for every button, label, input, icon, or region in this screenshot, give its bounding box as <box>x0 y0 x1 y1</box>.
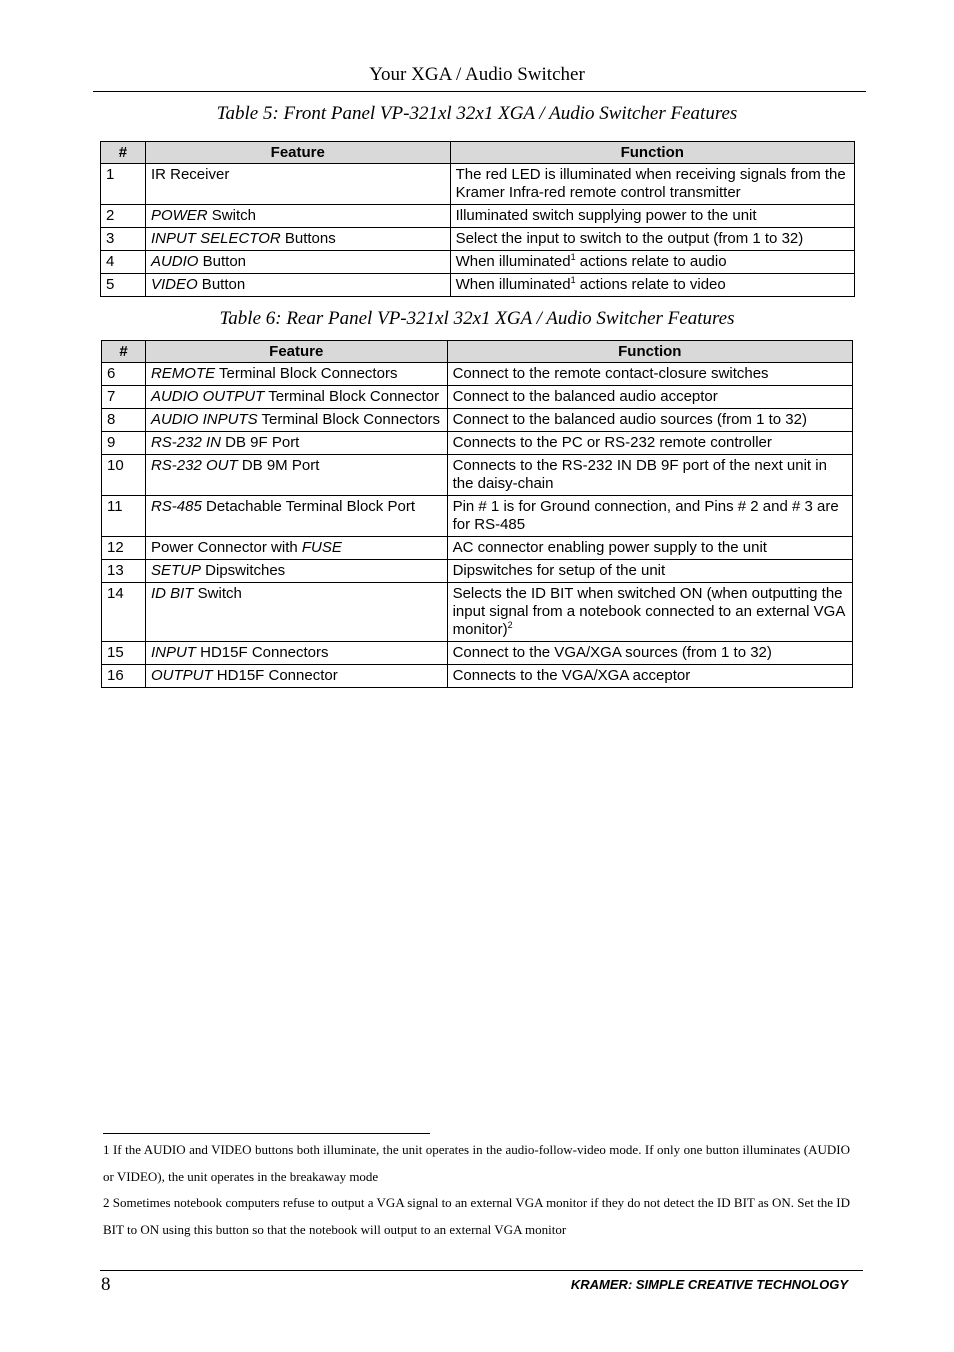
table-row <box>101 274 855 297</box>
feature-emphasis: RS-232 OUT <box>150 457 238 474</box>
table-row <box>102 537 853 560</box>
feature-text: Dipswitches <box>200 562 286 579</box>
table-row <box>101 164 855 205</box>
row-number: 11 <box>102 496 146 537</box>
footnotes <box>103 1137 850 1243</box>
feature-emphasis: REMOTE <box>150 365 216 382</box>
column-header-feature: Feature <box>145 341 447 363</box>
feature-emphasis: FUSE <box>301 539 342 556</box>
table-header-row <box>102 341 853 363</box>
function-text: actions relate to video <box>575 276 726 293</box>
table-row <box>102 583 853 642</box>
feature-text: Switch <box>207 207 256 224</box>
feature-text: Button <box>197 276 246 293</box>
row-function: Connect to the balanced audio acceptor <box>447 386 852 409</box>
table6-caption: Table 6: Rear Panel VP-321xl 32x1 XGA / Audio Switcher Features <box>219 308 735 329</box>
table-row <box>101 228 855 251</box>
column-header-number: # <box>101 142 146 164</box>
column-header-feature: Feature <box>145 142 450 164</box>
row-feature <box>145 409 447 432</box>
row-number: 14 <box>102 583 146 642</box>
row-function: Dipswitches for setup of the unit <box>447 560 852 583</box>
row-function <box>450 274 854 297</box>
row-function: Select the input to switch to the output (from 1 to 32) <box>450 228 854 251</box>
row-function: The red LED is illuminated when receiving signals from the Kramer Infra-red remote control transmitter <box>450 164 854 205</box>
row-feature <box>145 251 450 274</box>
table5-caption: Table 5: Front Panel VP-321xl 32x1 XGA / Audio Switcher Features <box>216 103 738 124</box>
row-function: Connect to the VGA/XGA sources (from 1 to 32) <box>447 642 852 665</box>
footnote-2: 2 Sometimes notebook computers refuse to output a VGA signal to an external VGA monitor if they do not detect the ID BIT as ON. Set the ID BIT to ON using this button so that the notebook will output to an external VGA monitor <box>103 1195 850 1237</box>
page-number: 8 <box>101 1274 111 1295</box>
table-row <box>101 251 855 274</box>
column-header-function: Function <box>447 341 852 363</box>
feature-text: Terminal Block Connectors <box>257 411 440 428</box>
feature-emphasis: AUDIO <box>150 253 199 270</box>
row-function: Connect to the balanced audio sources (from 1 to 32) <box>447 409 852 432</box>
row-function: Connect to the remote contact-closure switches <box>447 363 852 386</box>
table-row <box>102 432 853 455</box>
footer-rule <box>100 1270 863 1271</box>
row-feature <box>145 363 447 386</box>
feature-text: DB 9F Port <box>221 434 300 451</box>
feature-text: Buttons <box>280 230 336 247</box>
feature-text: HD15F Connectors <box>195 644 329 661</box>
feature-text: HD15F Connector <box>212 667 338 684</box>
row-feature <box>145 205 450 228</box>
row-function: AC connector enabling power supply to the unit <box>447 537 852 560</box>
table-row <box>102 560 853 583</box>
row-number: 12 <box>102 537 146 560</box>
feature-emphasis: RS-232 IN <box>150 434 221 451</box>
feature-emphasis: SETUP <box>150 562 201 579</box>
feature-text: Terminal Block Connectors <box>215 365 398 382</box>
row-function: Illuminated switch supplying power to the unit <box>450 205 854 228</box>
table-row <box>101 205 855 228</box>
row-number: 10 <box>102 455 146 496</box>
feature-emphasis: RS-485 <box>150 498 202 515</box>
footnote-rule <box>103 1133 430 1134</box>
row-feature <box>145 583 447 642</box>
row-feature <box>145 537 447 560</box>
row-number: 2 <box>101 205 146 228</box>
row-feature <box>145 274 450 297</box>
table-row <box>102 409 853 432</box>
row-number: 13 <box>102 560 146 583</box>
feature-emphasis: AUDIO OUTPUT <box>150 388 265 405</box>
column-header-number: # <box>102 341 146 363</box>
row-number: 5 <box>101 274 146 297</box>
table-row <box>102 363 853 386</box>
feature-emphasis: AUDIO INPUTS <box>150 411 258 428</box>
row-feature <box>145 496 447 537</box>
footnote-ref: 2 <box>507 620 513 630</box>
column-header-function: Function <box>450 142 854 164</box>
feature-text: Switch <box>193 585 242 602</box>
row-function: Pin # 1 is for Ground connection, and Pins # 2 and # 3 are for RS-485 <box>447 496 852 537</box>
row-function <box>447 583 852 642</box>
feature-emphasis: ID BIT <box>150 585 194 602</box>
row-function: Connects to the PC or RS-232 remote controller <box>447 432 852 455</box>
rear-panel-features-table <box>101 340 853 688</box>
row-function: Connects to the VGA/XGA acceptor <box>447 665 852 688</box>
row-number: 9 <box>102 432 146 455</box>
row-number: 7 <box>102 386 146 409</box>
function-text: When illuminated <box>455 253 571 270</box>
feature-emphasis: OUTPUT <box>150 667 213 684</box>
footnote-1: 1 If the AUDIO and VIDEO buttons both illuminate, the unit operates in the audio-follow-video mode. If only one button illuminates (AUDIO or VIDEO), the unit operates in the breakaway mode <box>103 1142 850 1184</box>
row-feature <box>145 665 447 688</box>
page-header-title: Your XGA / Audio Switcher <box>369 64 585 85</box>
feature-emphasis: POWER <box>150 207 208 224</box>
row-feature <box>145 432 447 455</box>
feature-text: Button <box>198 253 247 270</box>
row-function <box>450 251 854 274</box>
row-feature <box>145 386 447 409</box>
function-text: When illuminated <box>455 276 571 293</box>
row-number: 4 <box>101 251 146 274</box>
row-function: Connects to the RS-232 IN DB 9F port of the next unit in the daisy-chain <box>447 455 852 496</box>
table-header-row <box>101 142 855 164</box>
function-text: Selects the ID BIT when switched ON (when outputting the input signal from a notebook connected to an external VGA monitor) <box>452 585 845 638</box>
header-rule <box>93 91 866 92</box>
row-number: 16 <box>102 665 146 688</box>
footnote-ref: 1 <box>570 275 576 285</box>
feature-text: Detachable Terminal Block Port <box>201 498 415 515</box>
feature-text: Power Connector with <box>150 539 302 556</box>
footnote-ref: 1 <box>570 252 576 262</box>
row-number: 6 <box>102 363 146 386</box>
row-feature <box>145 455 447 496</box>
function-text: actions relate to audio <box>575 253 727 270</box>
row-feature <box>145 642 447 665</box>
row-number: 3 <box>101 228 146 251</box>
table-row <box>102 665 853 688</box>
table-row <box>102 386 853 409</box>
row-feature <box>145 164 450 205</box>
footer-brand: KRAMER: SIMPLE CREATIVE TECHNOLOGY <box>570 1277 848 1292</box>
row-number: 8 <box>102 409 146 432</box>
table-row <box>102 455 853 496</box>
feature-emphasis: INPUT <box>150 644 196 661</box>
feature-text: IR Receiver <box>150 166 230 183</box>
feature-emphasis: VIDEO <box>150 276 198 293</box>
feature-text: DB 9M Port <box>237 457 320 474</box>
row-number: 15 <box>102 642 146 665</box>
row-number: 1 <box>101 164 146 205</box>
table-row <box>102 496 853 537</box>
front-panel-features-table <box>100 141 855 297</box>
row-feature <box>145 560 447 583</box>
table-row <box>102 642 853 665</box>
row-feature <box>145 228 450 251</box>
feature-emphasis: INPUT SELECTOR <box>150 230 281 247</box>
feature-text: Terminal Block Connector <box>264 388 440 405</box>
